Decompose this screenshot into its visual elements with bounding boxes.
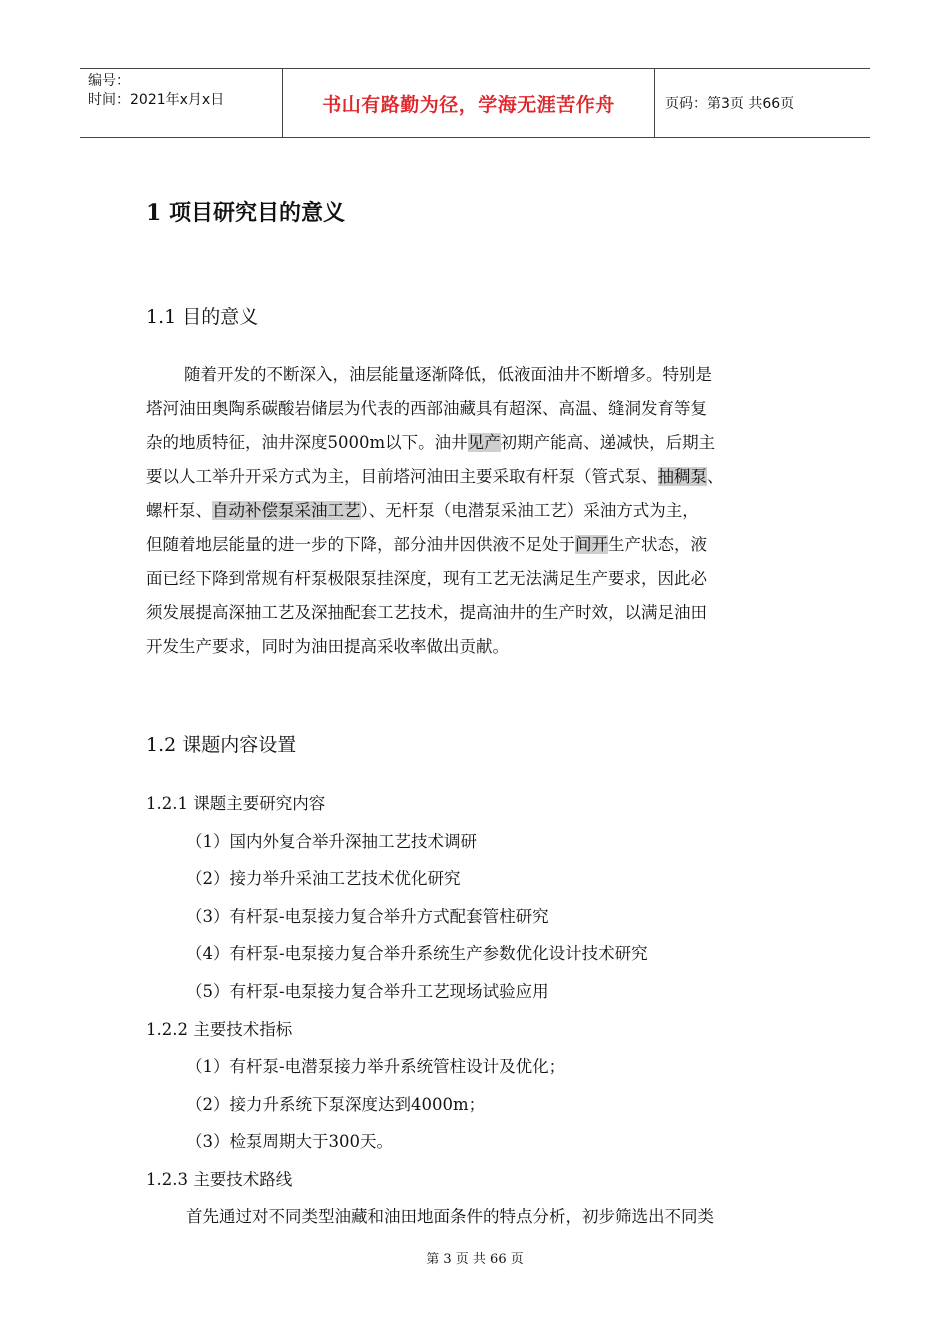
subsection-title-1-2-2: 1.2.2 主要技术指标 [146, 1020, 293, 1039]
highlighted-term: 自动补偿泵采油工艺 [212, 501, 361, 520]
subsection-title-1-2-3: 1.2.3 主要技术路线 [146, 1170, 293, 1189]
doc-date: 时间：2021年x月x日 [88, 92, 225, 108]
list-item: （5）有杆泵-电泵接力复合举升工艺现场试验应用 [186, 982, 549, 1001]
page-header [80, 68, 870, 138]
highlighted-term: 抽稠泵 [657, 467, 707, 486]
list-item: （4）有杆泵-电泵接力复合举升系统生产参数优化设计技术研究 [186, 944, 648, 963]
list-item: （3）检泵周期大于300天。 [186, 1132, 393, 1151]
chapter-title: 1 项目研究目的意义 [146, 200, 345, 226]
header-motto-cell [282, 69, 655, 137]
section-title-1-2: 1.2 课题内容设置 [146, 734, 297, 756]
para-line: 须发展提高深抽工艺及深抽配套工艺技术，提高油井的生产时效，以满足油田 [146, 603, 707, 622]
highlighted-term: 间开 [575, 535, 608, 554]
para-line: 杂的地质特征，油井深度5000m以下。油井见产初期产能高、递减快，后期主 [146, 433, 716, 452]
section-title-1-1: 1.1 目的意义 [146, 306, 259, 328]
page-footer: 第 3 页 共 66 页 [426, 1252, 524, 1267]
header-motto: 书山有路勤为径，学海无涯苦作舟 [322, 93, 615, 116]
list-item: （2）接力举升采油工艺技术优化研究 [186, 869, 461, 888]
highlighted-term: 见产 [467, 433, 501, 452]
header-page-info [655, 69, 870, 137]
list-item: （1）国内外复合举升深抽工艺技术调研 [186, 832, 477, 851]
header-meta [80, 69, 282, 137]
list-item: （3）有杆泵-电泵接力复合举升方式配套管柱研究 [186, 907, 549, 926]
doc-number-label: 编号： [88, 73, 130, 89]
list-item: （2）接力升系统下泵深度达到4000m； [186, 1095, 486, 1114]
page-info: 页码：第3页 共66页 [665, 96, 795, 112]
paragraph-route: 首先通过对不同类型油藏和油田地面条件的特点分析，初步筛选出不同类 [186, 1207, 714, 1226]
para-line: 要以人工举升开采方式为主，目前塔河油田主要采取有杆泵（管式泵、抽稠泵、 [146, 467, 724, 486]
para-line: 开发生产要求，同时为油田提高采收率做出贡献。 [146, 637, 509, 656]
para-line: 面已经下降到常规有杆泵极限泵挂深度，现有工艺无法满足生产要求，因此必 [146, 569, 707, 588]
para-line: 塔河油田奥陶系碳酸岩储层为代表的西部油藏具有超深、高温、缝洞发育等复 [146, 399, 707, 418]
paragraph-purpose [146, 358, 806, 664]
para-line: 螺杆泵、自动补偿泵采油工艺）、无杆泵（电潜泵采油工艺）采油方式为主， [146, 501, 699, 520]
list-item: （1）有杆泵-电潜泵接力举升系统管柱设计及优化； [186, 1057, 566, 1076]
subsection-title-1-2-1: 1.2.1 课题主要研究内容 [146, 794, 326, 813]
para-line: 随着开发的不断深入，油层能量逐渐降低，低液面油井不断增多。特别是 [184, 365, 712, 384]
para-line: 但随着地层能量的进一步的下降，部分油井因供液不足处于间开生产状态，液 [146, 535, 707, 554]
